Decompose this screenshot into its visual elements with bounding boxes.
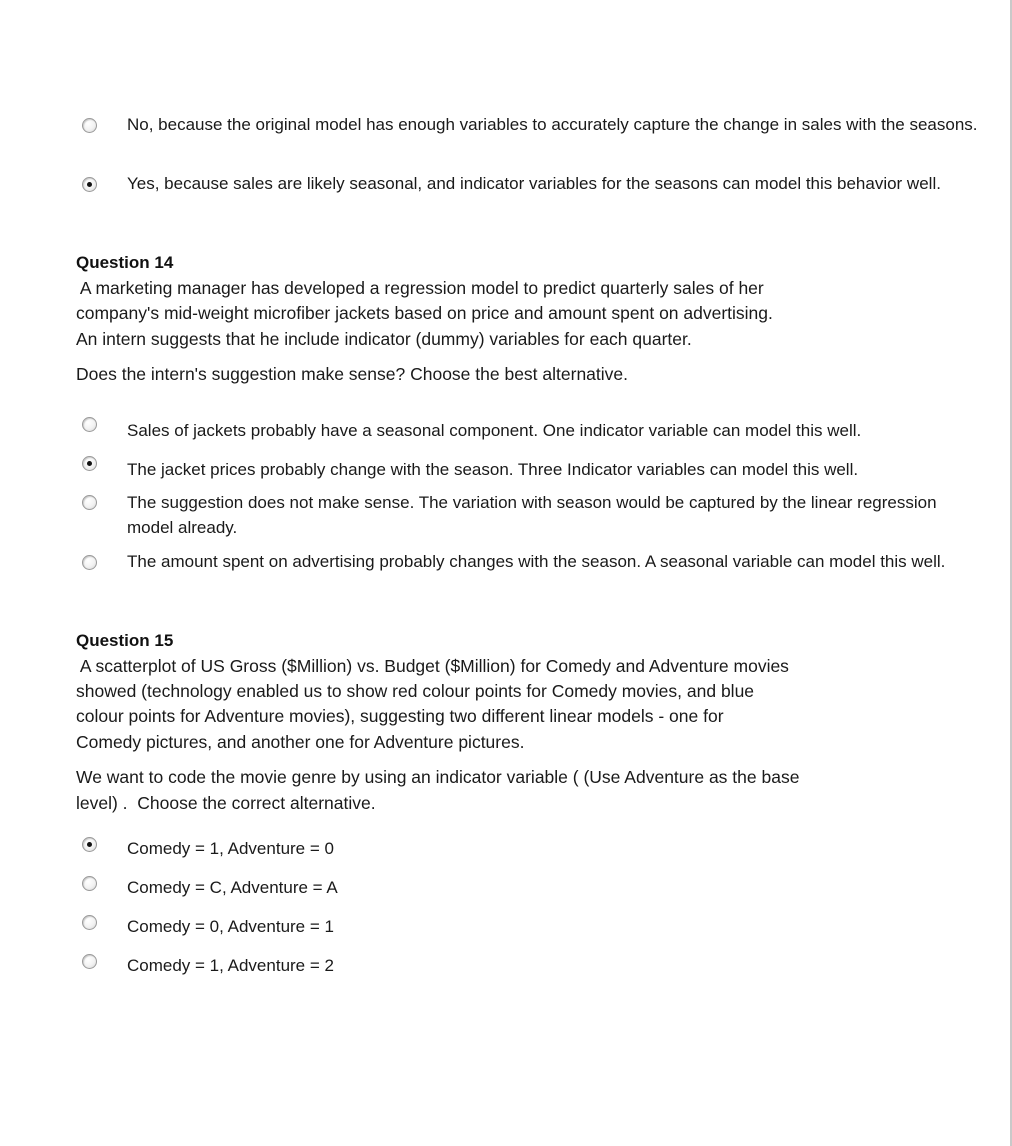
question-14-body-line-1: A marketing manager has developed a regression model to predict quarterly sales of her <box>76 278 764 298</box>
q15-option-1-radio[interactable] <box>82 837 97 852</box>
q15-option-4-label: Comedy = 1, Adventure = 2 <box>127 956 334 975</box>
q13-option-1-radio[interactable] <box>82 118 97 133</box>
q14-option-4-label: The amount spent on advertising probably changes with the season. A seasonal variable can model this well. <box>127 552 946 571</box>
q15-option-3-radio[interactable] <box>82 915 97 930</box>
q14-option-2-radio[interactable] <box>82 456 97 471</box>
q14-option-3-label: The suggestion does not make sense. The variation with season would be captured by the linear regression model already. <box>127 493 937 537</box>
question-15-body-line-2: showed (technology enabled us to show red colour points for Comedy movies, and blue <box>76 681 755 701</box>
question-15-prompt-line-1: We want to code the movie genre by using an indicator variable ( (Use Adventure as the base <box>76 767 800 787</box>
q13-option-2-label: Yes, because sales are likely seasonal, and indicator variables for the seasons can model this behavior well. <box>127 174 941 193</box>
q14-option-2-label: The jacket prices probably change with the season. Three Indicator variables can model this well. <box>127 460 859 479</box>
q14-option-4-radio[interactable] <box>82 555 97 570</box>
q13-option-2-radio[interactable] <box>82 177 97 192</box>
question-14-body-line-3: An intern suggests that he include indicator (dummy) variables for each quarter. <box>76 329 692 349</box>
question-15-body-line-1: A scatterplot of US Gross ($Million) vs. Budget ($Million) for Comedy and Adventure movies <box>76 656 789 676</box>
question-14-prompt: Does the intern's suggestion make sense? Choose the best alternative. <box>76 364 629 384</box>
q13-option-1-label: No, because the original model has enough variables to accurately capture the change in sales with the seasons. <box>127 115 978 134</box>
question-14-title: Question 14 <box>76 253 174 272</box>
question-15-body-line-4: Comedy pictures, and another one for Adventure pictures. <box>76 732 525 752</box>
question-15-title: Question 15 <box>76 631 174 650</box>
question-15-prompt-line-2: level) . Choose the correct alternative. <box>76 793 376 813</box>
q15-option-4-radio[interactable] <box>82 954 97 969</box>
q15-option-1-label: Comedy = 1, Adventure = 0 <box>127 839 334 858</box>
q15-option-2-label: Comedy = C, Adventure = A <box>127 878 338 897</box>
q15-option-2-radio[interactable] <box>82 876 97 891</box>
q14-option-1-label: Sales of jackets probably have a seasonal component. One indicator variable can model this well. <box>127 421 862 440</box>
question-14-body-line-2: company's mid-weight microfiber jackets based on price and amount spent on advertising. <box>76 303 773 323</box>
q14-option-1-radio[interactable] <box>82 417 97 432</box>
q14-option-3-radio[interactable] <box>82 495 97 510</box>
question-15-body-line-3: colour points for Adventure movies), suggesting two different linear models - one for <box>76 706 724 726</box>
q15-option-3-label: Comedy = 0, Adventure = 1 <box>127 917 334 936</box>
